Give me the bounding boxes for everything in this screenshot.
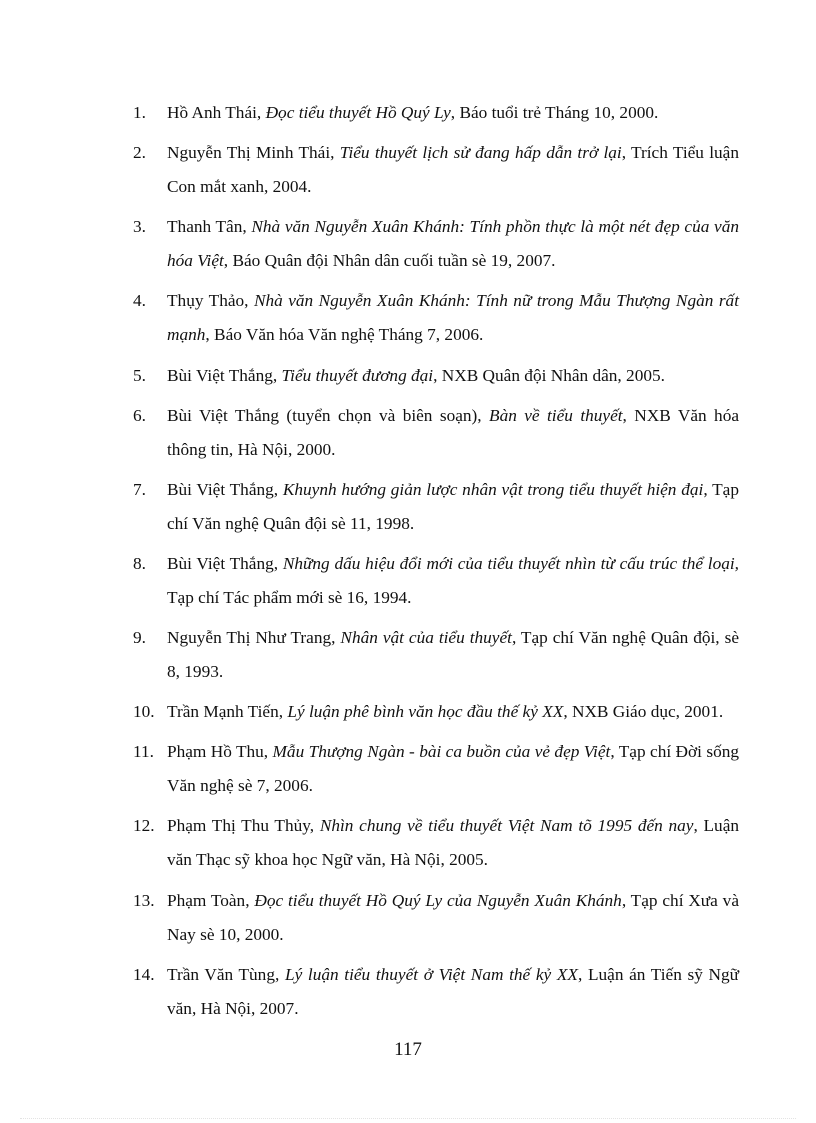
reference-number: 6. (133, 405, 146, 425)
reference-number: 9. (133, 628, 146, 648)
reference-author: Phạm Toàn, (167, 890, 255, 910)
reference-author: Bùi Việt Thắng (tuyển chọn và biên soạn), (167, 405, 490, 425)
reference-title: Lý luận phê bình văn học đầu thế kỷ XX (287, 702, 564, 722)
reference-item (133, 884, 739, 952)
page-bottom-divider (20, 1118, 796, 1119)
page-number: 117 (394, 1039, 422, 1060)
reference-source: Tạp chí Tác phẩm mới sè 16, 1994. (167, 587, 412, 607)
reference-item (133, 695, 739, 729)
reference-text (167, 96, 739, 130)
reference-number: 11. (133, 742, 154, 762)
reference-author: Thụy Thảo, (167, 291, 254, 311)
reference-number: 2. (133, 143, 146, 163)
reference-text (167, 547, 739, 615)
reference-text (167, 473, 739, 541)
reference-title: Đọc tiểu thuyết Hồ Quý Ly (265, 103, 451, 122)
reference-title: Nhân vật của tiểu thuyết (340, 628, 512, 648)
reference-item (133, 473, 739, 541)
reference-source: , Báo tuổi trẻ Tháng 10, 2000. (450, 103, 659, 122)
reference-item (133, 210, 739, 278)
reference-title: Lý luận tiểu thuyết ở Việt Nam thế kỷ XX (284, 964, 578, 984)
reference-title: Nhìn chung về tiểu thuyết Việt Nam tõ 1995 đến nay (319, 816, 694, 836)
reference-author: Nguyễn Thị Như Trang, (167, 628, 341, 648)
reference-text (167, 621, 739, 689)
reference-source: , NXB Quân đội Nhân dân, 2005. (433, 365, 665, 385)
reference-source: , NXB Văn hóa thông tin, Hà Nội, 2000. (167, 405, 739, 459)
reference-number: 3. (133, 217, 146, 237)
reference-text (167, 136, 739, 204)
reference-source: , Tạp chí Văn nghệ Quân đội, sè 8, 1993. (167, 628, 739, 681)
reference-author: Hồ Anh Thái, (167, 103, 266, 122)
reference-title: Những dấu hiệu đổi mới của tiểu thuyết nhìn từ cấu trúc thể loại, (282, 553, 739, 573)
reference-text (167, 359, 739, 393)
reference-source: , Báo Văn hóa Văn nghệ Tháng 7, 2006. (205, 325, 484, 345)
reference-number: 12. (133, 816, 155, 836)
reference-item (133, 96, 739, 130)
reference-text (167, 695, 739, 729)
reference-number: 5. (133, 365, 146, 385)
reference-source: , Tạp chí Xưa và Nay sè 10, 2000. (167, 890, 739, 944)
reference-text (167, 284, 739, 352)
reference-title: Khuynh hướng giản lược nhân vật trong tiểu thuyết hiện đại (282, 479, 704, 499)
reference-source: , Luận văn Thạc sỹ khoa học Ngữ văn, Hà Nội, 2005. (167, 816, 740, 870)
reference-number: 4. (133, 291, 146, 311)
reference-author: Phạm Thị Thu Thủy, (167, 816, 320, 836)
reference-item (133, 809, 739, 877)
reference-number: 13. (133, 890, 155, 910)
reference-list (133, 96, 739, 1032)
reference-title: Nhà văn Nguyễn Xuân Khánh: Tính nữ trong Mẫu Thượng Ngàn rất mạnh (167, 291, 739, 345)
reference-author: Thanh Tân, (167, 217, 252, 237)
reference-number: 7. (133, 479, 146, 499)
reference-author: Bùi Việt Thắng, (167, 365, 282, 385)
reference-item (133, 735, 739, 803)
reference-number: 1. (133, 103, 146, 122)
reference-source: , Tạp chí Đời sống Văn nghệ sè 7, 2006. (167, 742, 739, 796)
reference-author: Bùi Việt Thắng, (167, 553, 283, 573)
reference-text (167, 809, 739, 877)
reference-source: , Luận án Tiến sỹ Ngữ văn, Hà Nội, 2007. (167, 964, 739, 1018)
reference-author: Trần Văn Tùng, (167, 964, 285, 984)
reference-item (133, 359, 739, 393)
reference-text (167, 884, 739, 952)
reference-source: , Tạp chí Văn nghệ Quân đội sè 11, 1998. (167, 479, 739, 533)
reference-item (133, 958, 739, 1026)
reference-source: , Trích Tiểu luận Con mắt xanh, 2004. (167, 143, 739, 197)
reference-text (167, 958, 739, 1026)
reference-text (167, 735, 739, 803)
reference-title: Đọc tiểu thuyết Hồ Quý Ly của Nguyễn Xuân Khánh (254, 890, 622, 910)
reference-author: Phạm Hồ Thu, (167, 742, 273, 762)
reference-title: Nhà văn Nguyễn Xuân Khánh: Tính phồn thực là một nét đẹp của văn hóa Việt (167, 217, 739, 271)
reference-title: Mẫu Thượng Ngàn - bài ca buồn của vẻ đẹp Việt (272, 742, 611, 762)
reference-title: Tiểu thuyết lịch sử đang hấp dẫn trở lại (339, 143, 622, 163)
reference-text (167, 210, 739, 278)
reference-author: Trần Mạnh Tiến, (167, 702, 288, 722)
reference-item (133, 284, 739, 352)
reference-item (133, 547, 739, 615)
reference-item (133, 399, 739, 467)
reference-author: Bùi Việt Thắng, (167, 479, 283, 499)
reference-author: Nguyễn Thị Minh Thái, (167, 143, 340, 163)
reference-item (133, 136, 739, 204)
reference-item (133, 621, 739, 689)
reference-text (167, 399, 739, 467)
reference-source: , NXB Giáo dục, 2001. (563, 702, 724, 722)
reference-source: , Báo Quân đội Nhân dân cuối tuần sè 19, 2007. (223, 251, 556, 271)
reference-title: Tiểu thuyết đương đại (281, 365, 434, 385)
reference-number: 8. (133, 553, 146, 573)
reference-title: Bàn về tiểu thuyết (489, 405, 623, 425)
reference-number: 10. (133, 702, 155, 722)
reference-number: 14. (133, 964, 155, 984)
